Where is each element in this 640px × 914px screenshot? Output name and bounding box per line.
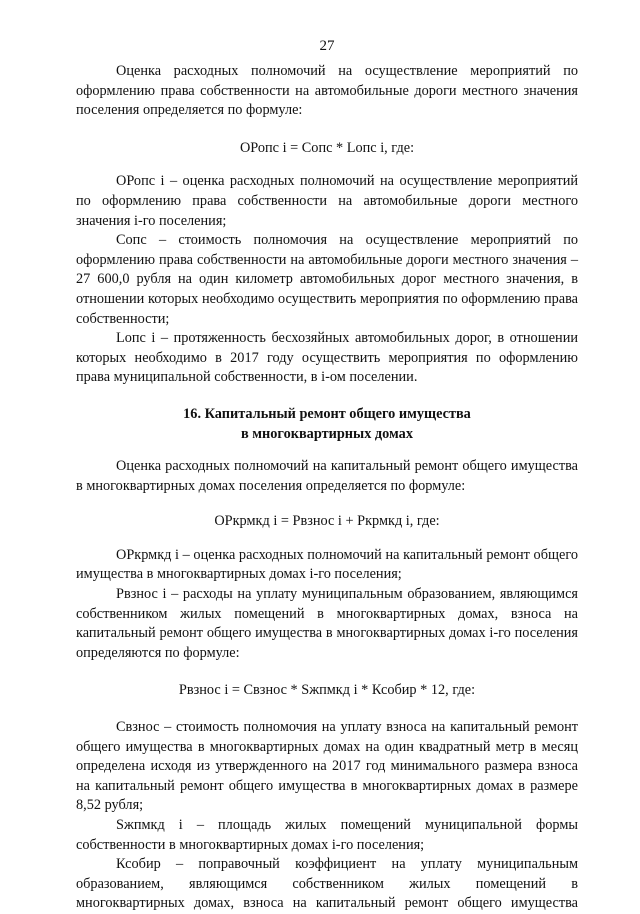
formula-orkrmkd: ОРкрмкд i = Рвзнос i + Ркрмкд i, где: — [214, 513, 440, 530]
definition-oropc: ОРопс i – оценка расходных полномочий на осуществление мероприятий по оформлению права собственности на автомобильные дороги местного значения i-го поселения; — [76, 173, 578, 229]
section-16-heading-line-1: 16. Капитальный ремонт общего имущества — [183, 405, 471, 422]
formula-oropc: ОРопс i = Сопс * Lопс i, где: — [239, 139, 415, 156]
section-16-heading-line-2: в многоквартирных домах — [241, 425, 413, 442]
definition-szhpmkd: Sжпмкд i – площадь жилых помещений муниципальной формы собственности в многоквартирных домах i-го поселения; — [76, 817, 578, 853]
definition-orkrmkd: ОРкрмкд i – оценка расходных полномочий на капитальный ремонт общего имущества в многоквартирных домах i-го поселения; — [76, 546, 578, 583]
intro-paragraph-1: Оценка расходных полномочий на осуществление мероприятий по оформлению права собственности на автомобильные дороги местного значения поселения определяется по формуле: — [76, 63, 578, 119]
section-16-heading — [76, 405, 578, 444]
definition-rvznos: Рвзнос i – расходы на уплату муниципальным образованием, являющимся собственником жилых помещений в многоквартирных домах, взноса на капитальный ремонт общего имущества в многоквартирных домах i-го поселения определяются по формуле: — [76, 586, 578, 661]
definition-svznos: Свзнос – стоимость полномочия на уплату взноса на капитальный ремонт общего имущества в многоквартирных домах на один квадратный метр в месяц определена исходя из утвержденного на 2017 год минимального размера взноса на капитальный ремонт общего имущества в многоквартирных домах в размере 8,52 рубля; — [76, 719, 578, 814]
page-number: 27 — [319, 38, 335, 54]
definition-lopc: Lопс i – протяженность бесхозяйных автомобильных дорог, в отношении которых необходимо в 2017 году осуществить мероприятия по оформлению права муниципальной собственности, в i-ом поселении. — [76, 330, 578, 386]
definition-sopc: Сопс – стоимость полномочия на осуществление мероприятий по оформлению права собственности на автомобильные дороги местного значения – 27 600,0 рубля на один километр автомобильных дорог местного значения, в отношении которых необходимо осуществить мероприятия по оформлению права собственности; — [76, 232, 578, 327]
definition-ksobir: Ксобир – поправочный коэффициент на уплату муниципальным образованием, являющимся собственником жилых помещений в многоквартирных домах, взноса на капитальный ремонт общего имущества — [76, 856, 578, 912]
intro-paragraph-2: Оценка расходных полномочий на капитальный ремонт общего имущества в многоквартирных домах поселения определяется по формуле: — [76, 458, 578, 494]
formula-rvznos: Рвзнос i = Свзнос * Sжпмкд i * Ксобир * 12, где: — [178, 682, 476, 699]
